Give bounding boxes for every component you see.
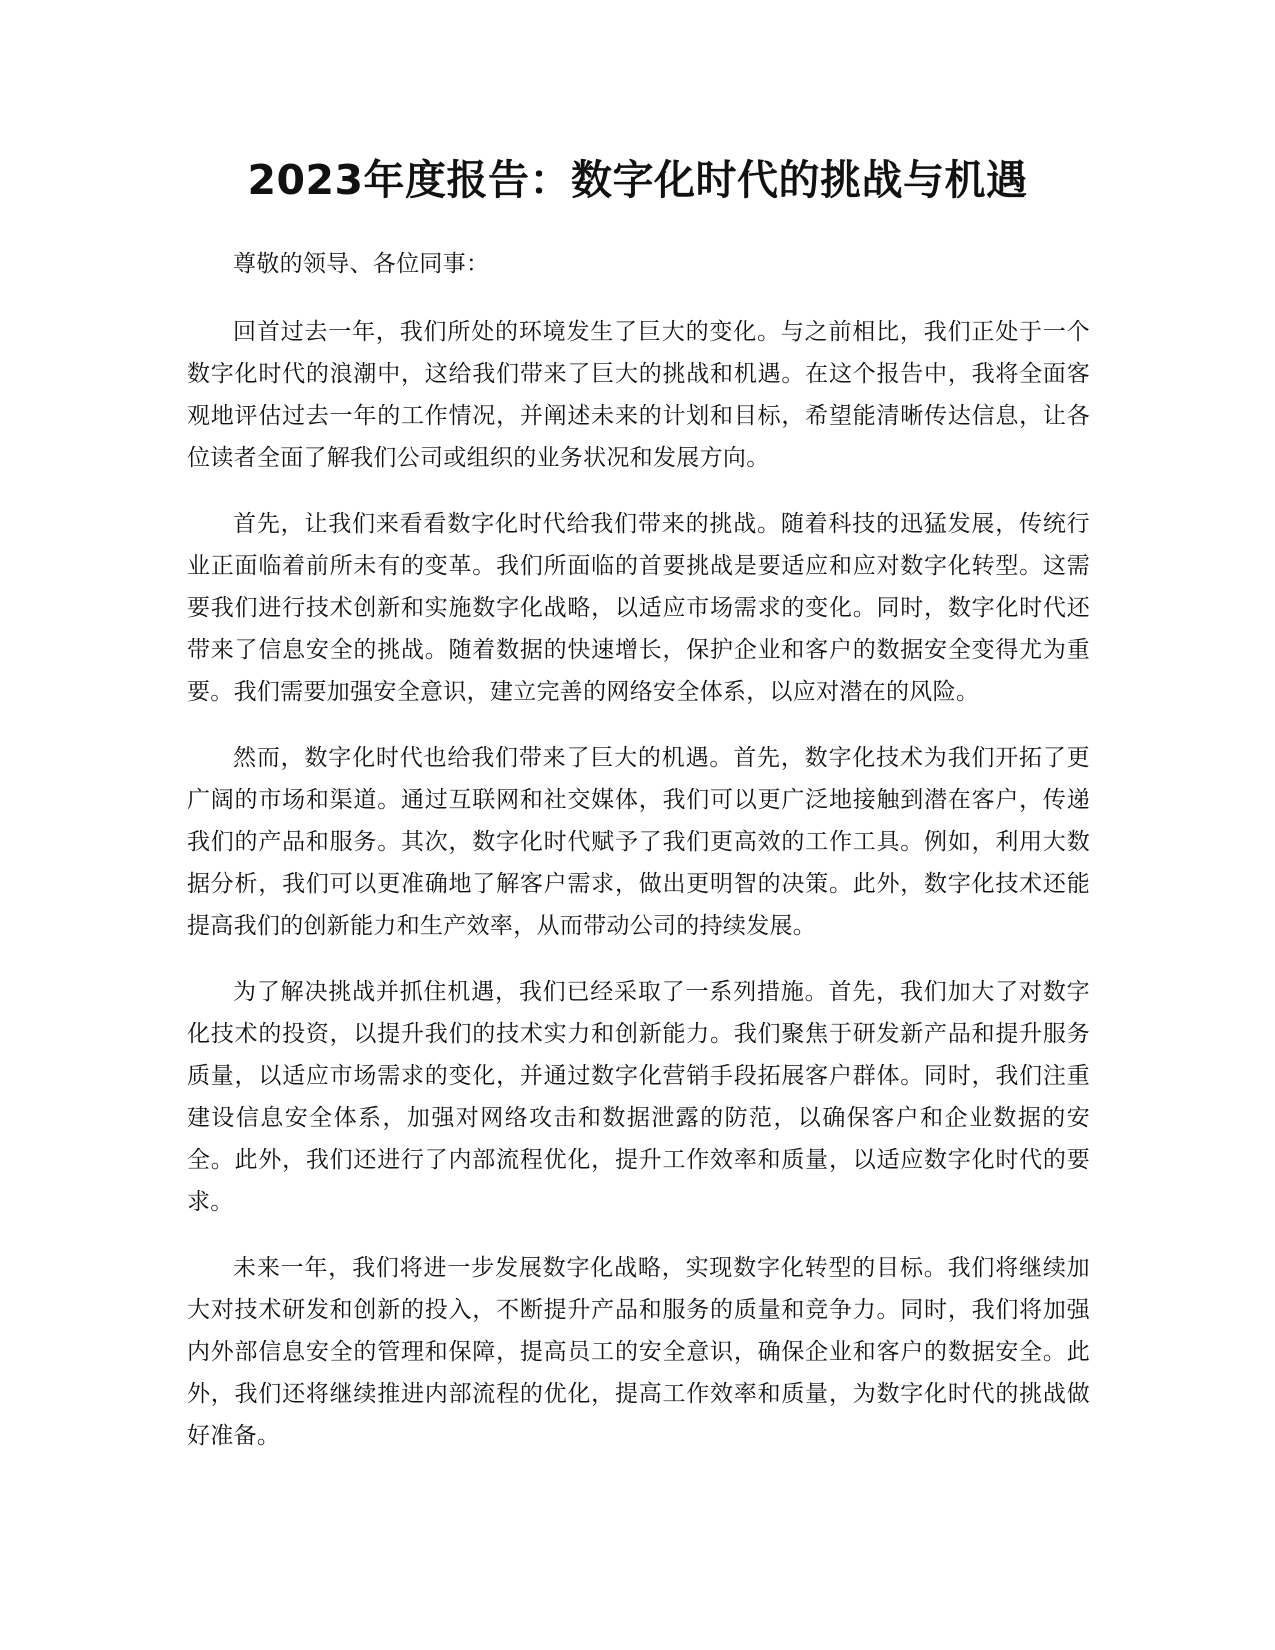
future-plan-paragraph: 未来一年，我们将进一步发展数字化战略，实现数字化转型的目标。我们将继续加大对技术研发和创新的投入，不断提升产品和服务的质量和竞争力。同时，我们将加强内外部信息安全的管理和保障，提高员工的安全意识，确保企业和客户的数据安全。此外，我们还将继续推进内部流程的优化，提高工作效率和质量，为数字化时代的挑战做好准备。 xyxy=(187,1255,1090,1449)
measures-paragraph: 为了解决挑战并抓住机遇，我们已经采取了一系列措施。首先，我们加大了对数字化技术的投资，以提升我们的技术实力和创新能力。我们聚焦于研发新产品和提升服务质量，以适应市场需求的变化，并通过数字化营销手段拓展客户群体。同时，我们注重建设信息安全体系，加强对网络攻击和数据泄露的防范，以确保客户和企业数据的安全。此外，我们还进行了内部流程优化，提升工作效率和质量，以适应数字化时代的要求。 xyxy=(187,979,1090,1215)
document-body xyxy=(187,243,1090,1481)
opportunities-paragraph: 然而，数字化时代也给我们带来了巨大的机遇。首先，数字化技术为我们开拓了更广阔的市场和渠道。通过互联网和社交媒体，我们可以更广泛地接触到潜在客户，传递我们的产品和服务。其次，数字化时代赋予了我们更高效的工作工具。例如，利用大数据分析，我们可以更准确地了解客户需求，做出更明智的决策。此外，数字化技术还能提高我们的创新能力和生产效率，从而带动公司的持续发展。 xyxy=(187,745,1090,939)
challenges-paragraph: 首先，让我们来看看数字化时代给我们带来的挑战。随着科技的迅猛发展，传统行业正面临着前所未有的变革。我们所面临的首要挑战是要适应和应对数字化转型。这需要我们进行技术创新和实施数字化战略，以适应市场需求的变化。同时，数字化时代还带来了信息安全的挑战。随着数据的快速增长，保护企业和客户的数据安全变得尤为重要。我们需要加强安全意识，建立完善的网络安全体系，以应对潜在的风险。 xyxy=(187,511,1090,705)
salutation-paragraph: 尊敬的领导、各位同事： xyxy=(233,251,490,277)
intro-paragraph: 回首过去一年，我们所处的环境发生了巨大的变化。与之前相比，我们正处于一个数字化时代的浪潮中，这给我们带来了巨大的挑战和机遇。在这个报告中，我将全面客观地评估过去一年的工作情况，并阐述未来的计划和目标，希望能清晰传达信息，让各位读者全面了解我们公司或组织的业务状况和发展方向。 xyxy=(187,319,1090,471)
document-title: 2023年度报告：数字化时代的挑战与机遇 xyxy=(247,156,1028,204)
